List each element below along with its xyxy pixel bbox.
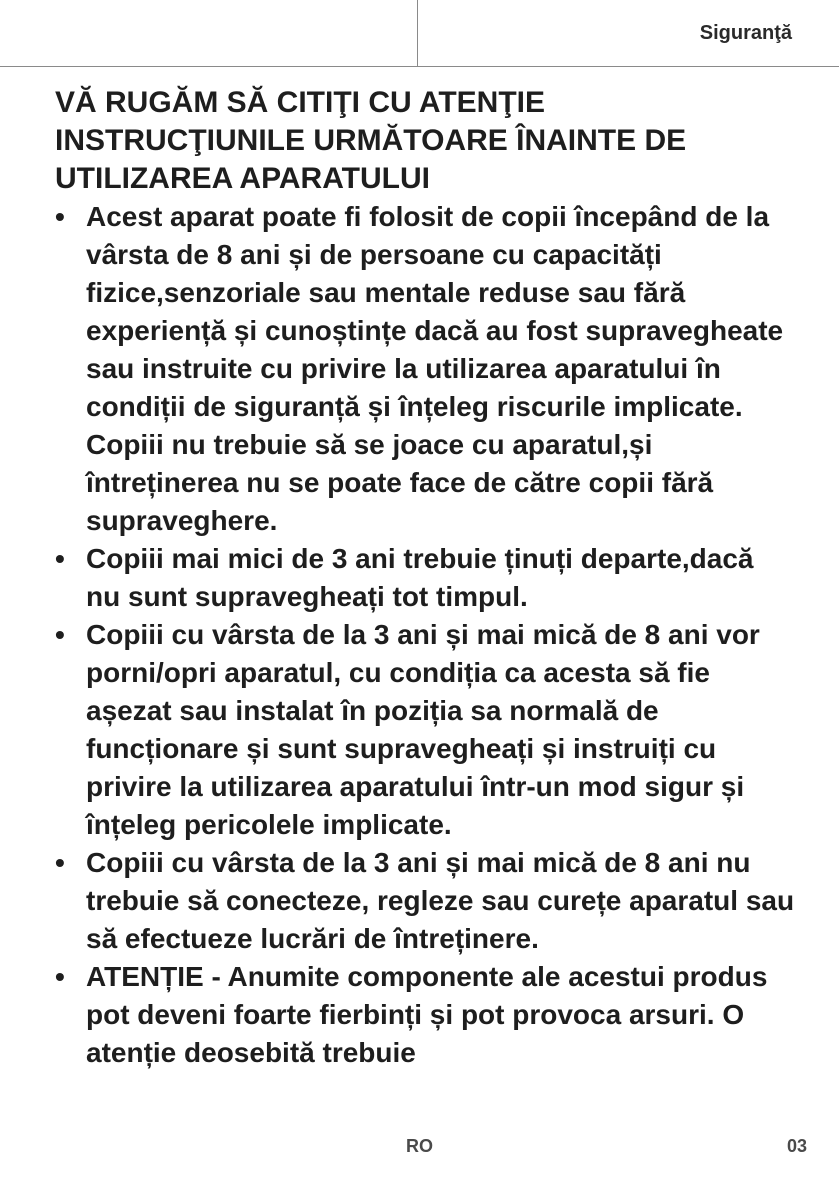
header-divider-horizontal	[0, 66, 839, 67]
list-item	[55, 616, 795, 844]
bullet-icon: •	[55, 961, 65, 992]
list-item-text: ATENȚIE - Anumite componente ale acestui produs pot deveni foarte fierbinți și pot provoca arsuri. O atenție deosebită trebuie	[86, 961, 768, 1068]
bullet-icon: •	[55, 619, 65, 650]
bullet-icon: •	[55, 847, 65, 878]
header-divider-vertical	[417, 0, 418, 66]
list-item-text: Copiii mai mici de 3 ani trebuie ținuți departe,dacă nu sunt supravegheați tot timpul.	[86, 543, 754, 612]
list-item	[55, 198, 795, 540]
bullet-icon: •	[55, 543, 65, 574]
list-item	[55, 540, 795, 616]
list-item-text: Copiii cu vârsta de la 3 ani și mai mică de 8 ani nu trebuie să conecteze, regleze sau curețe aparatul sau să efectueze lucrări de întreținere.	[86, 847, 795, 954]
warning-heading: VĂ RUGĂM SĂ CITIŢI CU ATENŢIE INSTRUCŢIUNILE URMĂTOARE ÎNAINTE DE UTILIZAREA APARATULUI	[55, 86, 687, 195]
section-title: Siguranţă	[699, 22, 792, 44]
bullet-icon: •	[55, 201, 65, 232]
page-number: 03	[786, 1136, 807, 1156]
page-content	[55, 84, 795, 1072]
list-item	[55, 958, 795, 1072]
safety-instructions-list	[55, 198, 795, 1072]
footer-language: RO	[406, 1136, 433, 1156]
list-item	[55, 844, 795, 958]
list-item-text: Acest aparat poate fi folosit de copii începând de la vârsta de 8 ani și de persoane cu capacități fizice,senzoriale sau mentale reduse sau fără experiență și cunoștințe dacă au fost supravegheate sau instruite cu privire la utilizarea aparatului în condiții de siguranță și înțeleg riscurile implicate. Copiii nu trebuie să se joace cu aparatul,și întreținerea nu se poate face de către copii fără supraveghere.	[86, 201, 784, 536]
list-item-text: Copiii cu vârsta de la 3 ani și mai mică de 8 ani vor porni/opri aparatul, cu condiția ca acesta să fie așezat sau instalat în poziția sa normală de funcționare și sunt supravegheați și instruiți cu privire la utilizarea aparatului într-un mod sigur și înțeleg pericolele implicate.	[86, 619, 760, 840]
